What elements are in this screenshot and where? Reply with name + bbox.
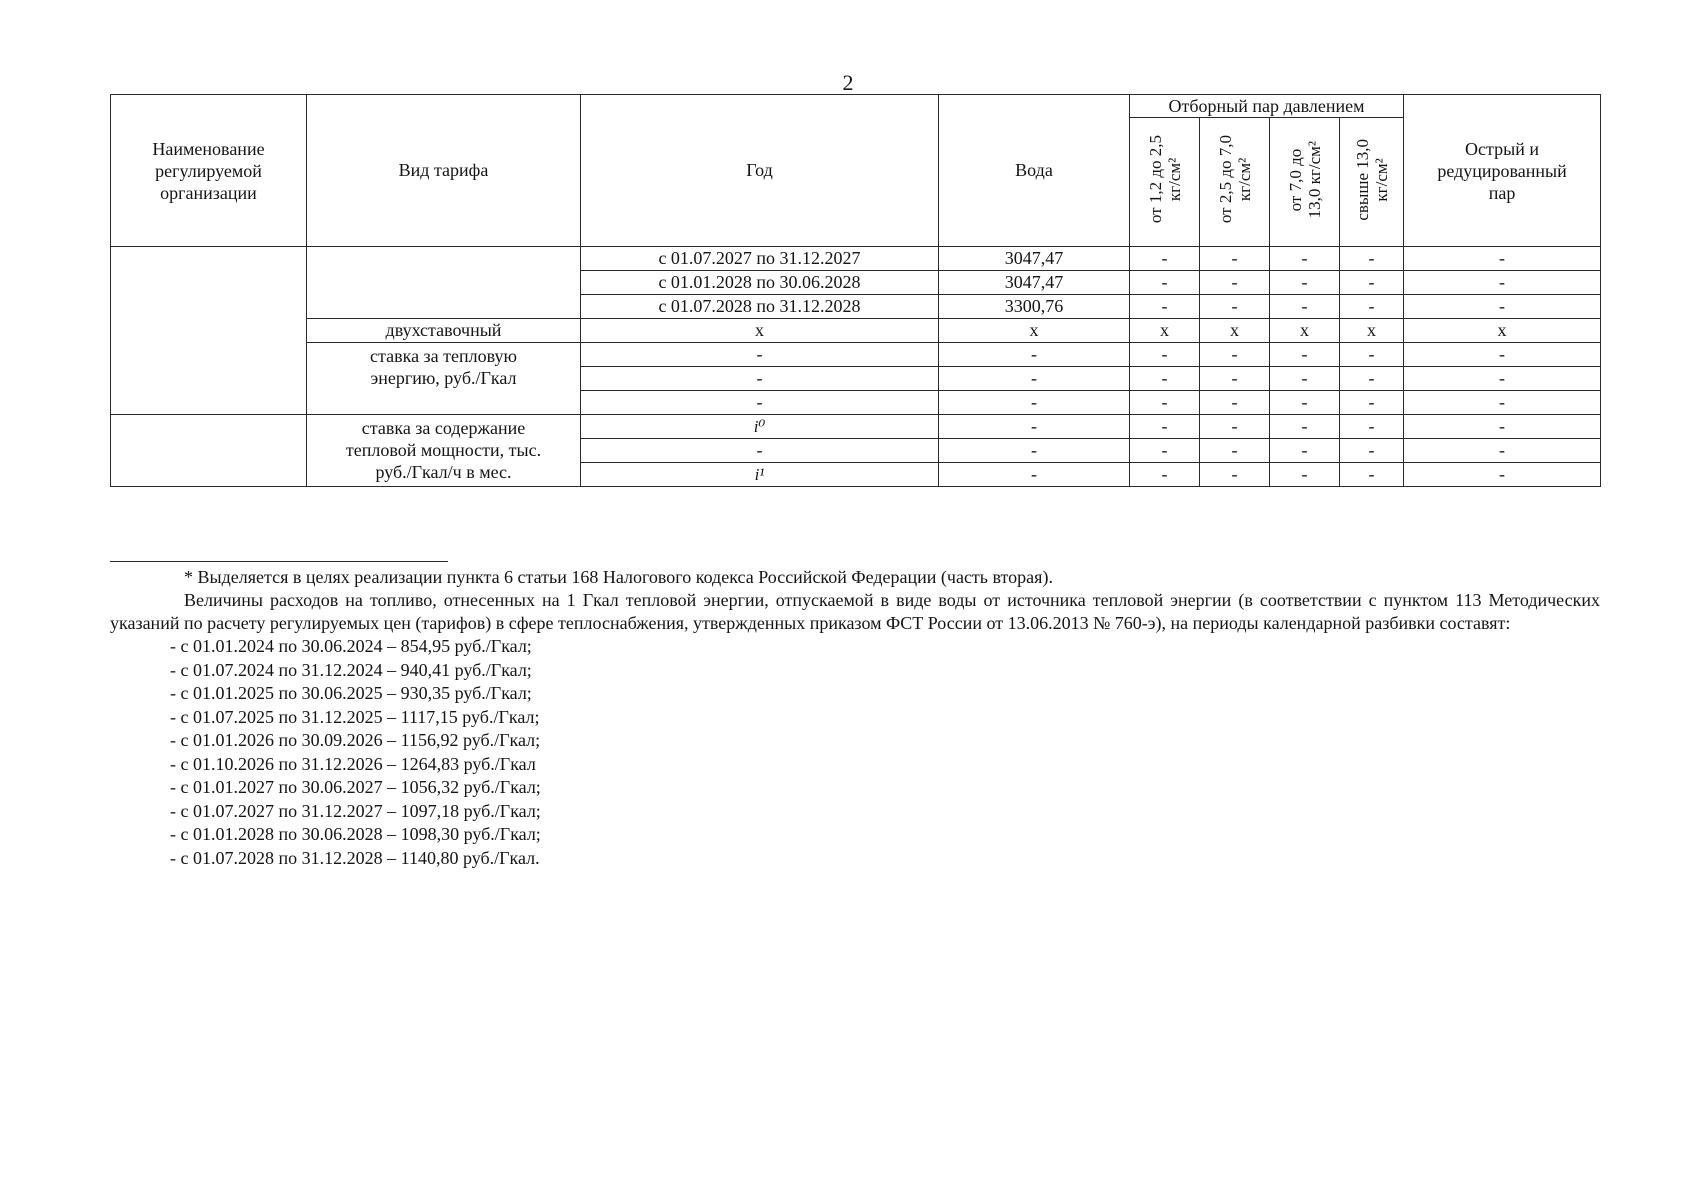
table-row: i¹ - - - - - -: [111, 463, 1601, 487]
list-item: - с 01.07.2025 по 31.12.2025 – 1117,15 руб./Гкал;: [170, 706, 540, 727]
notes-section: [110, 566, 1600, 870]
table-row: - - - - - - -: [111, 367, 1601, 391]
footnote-divider: [110, 561, 448, 562]
list-item: - с 01.01.2028 по 30.06.2028 – 1098,30 руб./Гкал;: [170, 824, 541, 844]
two-part-label: двухставочный: [307, 319, 581, 343]
table-row: ставка за содержание тепловой мощности, тыс. руб./Гкал/ч в мес. i⁰ - - - - - -: [111, 415, 1601, 439]
table-row: - - - - - - -: [111, 391, 1601, 415]
header-steam-group: Отборный пар давлением: [1130, 95, 1404, 118]
header-steam-4: свыше 13,0 кг/см²: [1340, 118, 1404, 247]
list-item: - с 01.01.2027 по 30.06.2027 – 1056,32 руб./Гкал;: [170, 777, 541, 797]
header-steam-2: от 2,5 до 7,0 кг/см²: [1200, 118, 1270, 247]
page-number: 2: [842, 70, 854, 95]
table-row: - - - - - - -: [111, 439, 1601, 463]
fuel-costs-paragraph: Величины расходов на топливо, отнесенных на 1 Гкал тепловой энергии, отпускаемой в виде воды от источника тепловой энергии (в соответствии с пунктом 113 Методических указаний по расчету регулируемых цен (тарифов) в сфере теплоснабжения, утвержденных приказом ФСТ России от 13.06.2013 № 760-э), на периоды календарной разбивки составят:: [110, 590, 1600, 633]
org-cell-2: [111, 415, 307, 487]
org-cell: [111, 247, 307, 415]
table-row: с 01.01.2028 по 30.06.2028 3047,47 - - - - -: [111, 271, 1601, 295]
list-item: - с 01.01.2026 по 30.09.2026 – 1156,92 руб./Гкал;: [170, 730, 541, 750]
table-row: двухставочный x x x x x x x: [111, 319, 1601, 343]
table-row: с 01.07.2028 по 31.12.2028 3300,76 - - - - -: [111, 295, 1601, 319]
list-item: - с 01.07.2028 по 31.12.2028 – 1140,80 руб./Гкал.: [170, 847, 540, 868]
tariff-type-cell: [307, 247, 581, 319]
footnote-text: * Выделяется в целях реализации пункта 6 статьи 168 Налогового кодекса Российской Федерации (часть вторая).: [184, 567, 1053, 587]
list-item: - с 01.01.2025 по 30.06.2025 – 930,35 руб./Гкал;: [170, 683, 532, 703]
header-steam-1: от 1,2 до 2,5 кг/см²: [1130, 118, 1200, 247]
list-item: - с 01.01.2024 по 30.06.2024 – 854,95 руб./Гкал;: [170, 636, 532, 656]
header-year: Год: [581, 95, 939, 247]
list-item: - с 01.07.2024 по 31.12.2024 – 940,41 руб./Гкал;: [170, 659, 532, 680]
header-steam-3: от 7,0 до 13,0 кг/см²: [1270, 118, 1340, 247]
list-item: - с 01.07.2027 по 31.12.2027 – 1097,18 руб./Гкал;: [170, 800, 541, 821]
table-header-row: [111, 95, 1601, 118]
fuel-costs-list: [110, 635, 1600, 870]
heat-energy-label: ставка за тепловую энергию, руб./Гкал: [307, 343, 581, 415]
tariff-table: [110, 94, 1601, 487]
header-tariff-type: Вид тарифа: [307, 95, 581, 247]
heat-capacity-label: ставка за содержание тепловой мощности, тыс. руб./Гкал/ч в мес.: [307, 415, 581, 487]
header-sharp-steam: Острый и редуцированный пар: [1404, 95, 1601, 247]
list-item: - с 01.10.2026 по 31.12.2026 – 1264,83 руб./Гкал: [170, 753, 536, 774]
header-org: Наименование регулируемой организации: [111, 95, 307, 247]
table-row: ставка за тепловую энергию, руб./Гкал - - - - - - -: [111, 343, 1601, 367]
table-row: с 01.07.2027 по 31.12.2027 3047,47 - - - - -: [111, 247, 1601, 271]
header-water: Вода: [939, 95, 1130, 247]
